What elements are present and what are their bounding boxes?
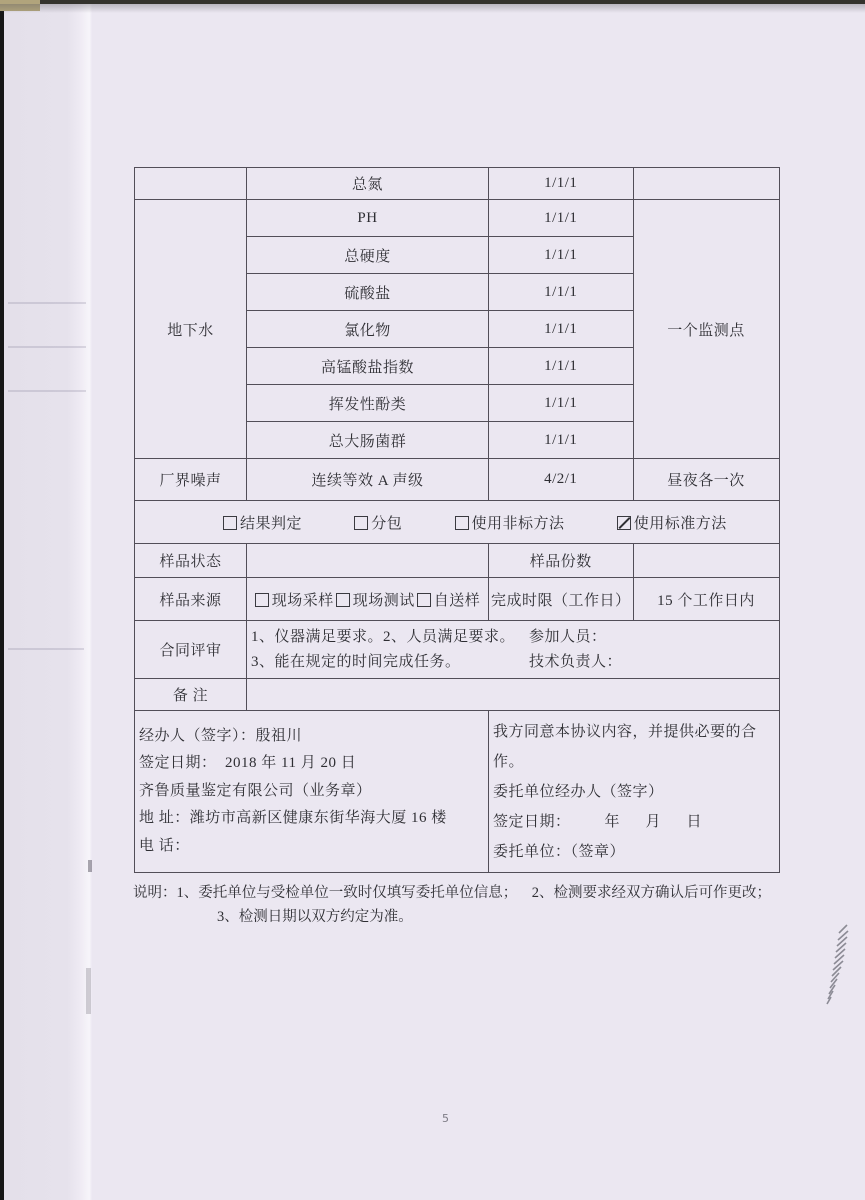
- deadline-label-cell: 完成时限（工作日）: [489, 578, 634, 621]
- footnote-line-2: 3、检测日期以双方约定为准。: [217, 909, 413, 925]
- client-seal: 委托单位：（签章）: [493, 843, 626, 860]
- parameter-cell: 连续等效 A 声级: [247, 459, 489, 501]
- option-subcontract: [354, 512, 402, 533]
- ghost-line: [8, 302, 86, 304]
- client-agreement-statement: 我方同意本协议内容，并提供必要的合作。: [493, 723, 757, 770]
- table-row-noise: [135, 459, 780, 501]
- checkbox-unchecked-icon[interactable]: [223, 516, 237, 530]
- checkbox-unchecked-icon[interactable]: [336, 593, 350, 607]
- footnotes: [133, 881, 793, 929]
- table-row-groundwater: [135, 200, 780, 237]
- review-text: 1、仪器满足要求。2、人员满足要求。: [251, 628, 516, 645]
- frequency-cell: 1/1/1: [489, 237, 634, 274]
- empty-note-cell: [633, 168, 779, 200]
- participants-label: 参加人员：: [529, 628, 607, 645]
- page-number: 5: [442, 1112, 449, 1125]
- sample-count-value-cell: [633, 544, 779, 578]
- parameter-cell: 氯化物: [247, 311, 489, 348]
- frequency-cell: 1/1/1: [489, 168, 634, 200]
- review-line: [251, 625, 775, 650]
- checkbox-options-cell: [135, 501, 780, 544]
- client-sign-date: 签定日期： 年 月 日: [493, 813, 703, 830]
- parameter-cell: 总大肠菌群: [247, 422, 489, 459]
- checkbox-label: 分包: [371, 515, 403, 532]
- scan-speck: [88, 860, 92, 872]
- table-row-continuation: [135, 168, 780, 200]
- noise-category-cell: 厂界噪声: [135, 459, 247, 501]
- parameter-cell: 总硬度: [247, 237, 489, 274]
- checkbox-label: 使用非标方法: [471, 515, 565, 532]
- checkbox-label: 使用标准方法: [633, 515, 727, 532]
- option-result-judgement: [223, 512, 302, 533]
- scan-speck: [86, 968, 91, 1014]
- scan-top-shadow: [0, 4, 865, 13]
- parameter-cell: PH: [247, 200, 489, 237]
- table-row-sample-status: [135, 544, 780, 578]
- company-name: 齐鲁质量鉴定有限公司（业务章）: [139, 782, 372, 799]
- checkbox-unchecked-icon[interactable]: [255, 593, 269, 607]
- sample-source-options-cell: [247, 578, 489, 621]
- sample-status-label-cell: 样品状态: [135, 544, 247, 578]
- checkbox-unchecked-icon[interactable]: [354, 516, 368, 530]
- frequency-cell: 1/1/1: [489, 422, 634, 459]
- table-row-sample-source: [135, 578, 780, 621]
- table-row-remark: [135, 679, 780, 711]
- option-standard-method: [617, 512, 727, 533]
- footnote-line-1: 说明：1、委托单位与受检单位一致时仅填写委托单位信息； 2、检测要求经双方确认后可作更改；: [133, 885, 771, 901]
- handler-signature: 经办人（签字）：殷祖川: [139, 727, 303, 744]
- ghost-line: [8, 346, 86, 348]
- remark-value-cell: [247, 679, 780, 711]
- company-phone: 电 话：: [139, 837, 190, 854]
- parameter-cell: 硫酸盐: [247, 274, 489, 311]
- checkbox-checked-icon[interactable]: [617, 516, 631, 530]
- sample-count-label-cell: 样品份数: [489, 544, 634, 578]
- table-row-checkboxes: [135, 501, 780, 544]
- remark-label-cell: 备 注: [135, 679, 247, 711]
- deadline-value-cell: 15 个工作日内: [633, 578, 779, 621]
- groundwater-category-cell: 地下水: [135, 200, 247, 459]
- checkbox-label: 自送样: [433, 592, 481, 609]
- review-text: 3、能在规定的时间完成任务。: [251, 653, 461, 670]
- pen-scribble-icon: [816, 920, 860, 1010]
- inspection-form-table: [134, 167, 780, 873]
- empty-category-cell: [135, 168, 247, 200]
- ghost-line: [8, 648, 84, 650]
- frequency-cell: 4/2/1: [489, 459, 634, 501]
- sign-date: 签定日期： 2018 年 11 月 20 日: [139, 755, 357, 772]
- monitoring-point-cell: 一个监测点: [633, 200, 779, 459]
- contract-review-content-cell: [247, 621, 780, 679]
- checkbox-unchecked-icon[interactable]: [417, 593, 431, 607]
- parameter-cell: 挥发性酚类: [247, 385, 489, 422]
- checkbox-label: 现场测试: [352, 592, 415, 609]
- frequency-cell: 1/1/1: [489, 200, 634, 237]
- option-nonstandard-method: [455, 512, 565, 533]
- table-row-contract-review: [135, 621, 780, 679]
- ghost-line: [8, 390, 86, 392]
- parameter-cell: 总氮: [247, 168, 489, 200]
- frequency-cell: 1/1/1: [489, 385, 634, 422]
- tech-lead-label: 技术负责人：: [529, 653, 623, 670]
- noise-note-cell: 昼夜各一次: [633, 459, 779, 501]
- frequency-cell: 1/1/1: [489, 311, 634, 348]
- scan-left-edge: [0, 0, 4, 1200]
- review-line: [251, 650, 775, 675]
- contract-review-label-cell: 合同评审: [135, 621, 247, 679]
- company-address: 地 址：潍坊市高新区健康东街华海大厦 16 楼: [139, 810, 447, 827]
- frequency-cell: 1/1/1: [489, 274, 634, 311]
- table-row-signatures: [135, 711, 780, 873]
- sample-status-value-cell: [247, 544, 489, 578]
- checkbox-label: 结果判定: [240, 515, 303, 532]
- parameter-cell: 高锰酸盐指数: [247, 348, 489, 385]
- sample-source-label-cell: 样品来源: [135, 578, 247, 621]
- checkbox-unchecked-icon[interactable]: [455, 516, 469, 530]
- signature-right-cell: [489, 711, 780, 873]
- checkbox-label: 现场采样: [271, 592, 334, 609]
- signature-left-cell: [135, 711, 489, 873]
- client-handler-signature: 委托单位经办人（签字）: [493, 783, 664, 800]
- frequency-cell: 1/1/1: [489, 348, 634, 385]
- scan-left-margin-strip: [4, 4, 92, 1200]
